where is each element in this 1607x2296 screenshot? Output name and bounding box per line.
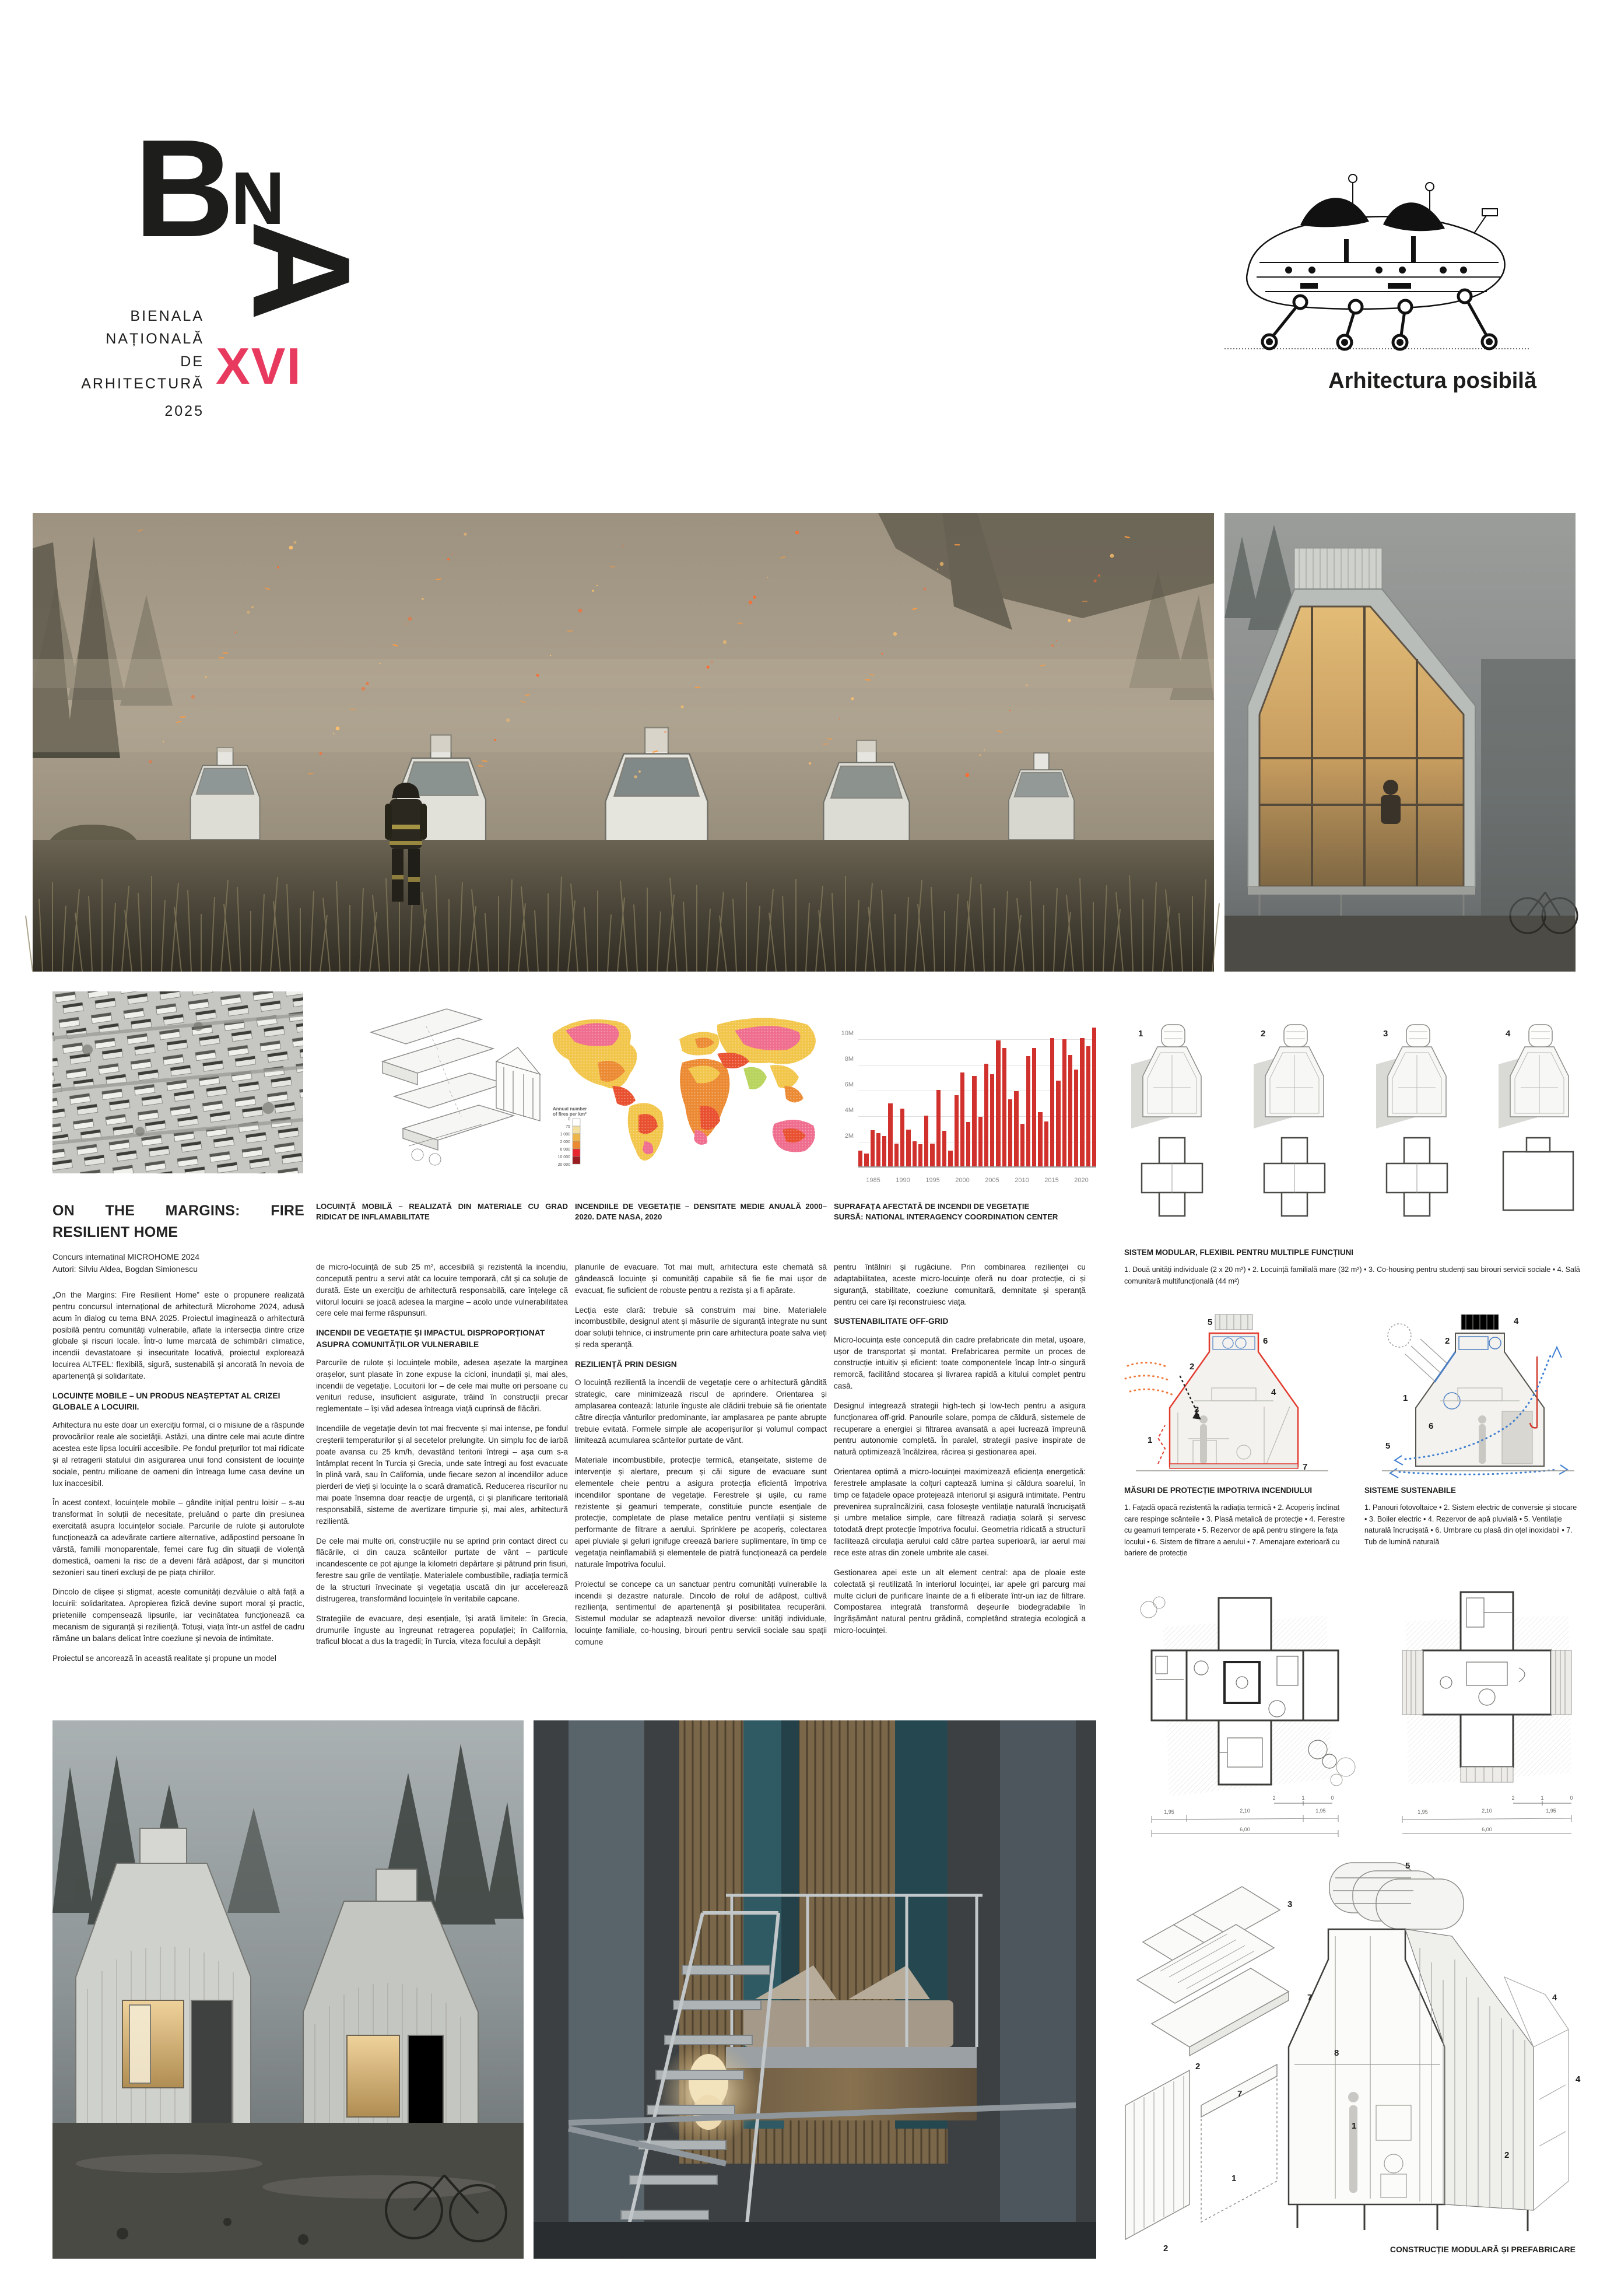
x-tick: 2015 bbox=[1044, 1177, 1059, 1184]
y-tick: 6M bbox=[844, 1081, 854, 1088]
figure-modular-variants bbox=[1102, 1012, 1598, 1222]
svg-text:7: 7 bbox=[1237, 2089, 1243, 2099]
section-heading: INCENDII DE VEGETAȚIE ȘI IMPACTUL DISPROPORȚIONAT ASUPRA COMUNITĂȚILOR VULNERABILE bbox=[316, 1328, 545, 1349]
caption-line: SUPRAFAȚA AFECTATĂ DE INCENDII DE VEGETAȚIE bbox=[834, 1202, 1030, 1211]
diagram-floor-plan-upper bbox=[1388, 1575, 1586, 1849]
bar bbox=[864, 1154, 868, 1168]
fire-measures-title: MĂSURI DE PROTECȚIE IMPOTRIVA INCENDIULUI bbox=[1124, 1486, 1313, 1495]
svg-text:1,95: 1,95 bbox=[1164, 1809, 1174, 1815]
paragraph: Dincolo de clișee și stigmat, aceste comunități dezvăluie o altă față a locuirii: solidaritatea. Apropierea fizică devine suport moral și practic, prieteniile compensează lipsurile, iar vecinătatea funcționează ca mecanism de siguranță și reziliență. Totuși, viața într-un astfel de cadru rămâne un balans delicat între coeziune și nevoia de intimitate. bbox=[52, 1587, 304, 1643]
bar bbox=[966, 1122, 970, 1168]
figure-caption-chart bbox=[834, 1201, 1086, 1223]
bar bbox=[955, 1095, 959, 1168]
photo-cabins-dusk bbox=[52, 1720, 524, 2259]
svg-text:6: 6 bbox=[1263, 1336, 1268, 1346]
paragraph: pentru întâlniri și rugăciune. Prin combinarea rezilienței cu adaptabilitatea, aceste micro-locuințe oferă nu doar protecție, ci și siguranță, stabilitate, coeziune comunitară, demnitate și speranță pentru cei care își reconstruiesc viața. bbox=[834, 1262, 1086, 1306]
section-heading: REZILIENȚĂ PRIN DESIGN bbox=[575, 1359, 677, 1369]
figure-aerial-trailer-park bbox=[52, 991, 303, 1173]
paragraph: Lecția este clară: trebuie să construim mai bine. Materialele incombustibile, designul atent și măsurile de siguranță integrate nu sunt doar soluții tehnice, ci instrumente prin care arhitectura poate salva vieți și reda speranță. bbox=[575, 1305, 827, 1349]
bna-logo bbox=[81, 111, 542, 446]
section-heading: LOCUINȚE MOBILE – UN PRODUS NEAȘTEPTAT AL CRIZEI GLOBALE A LOCUIRII. bbox=[52, 1391, 280, 1412]
svg-text:1,95: 1,95 bbox=[1315, 1808, 1326, 1814]
variant-number: 3 bbox=[1383, 1029, 1388, 1039]
paragraph: Proiectul se ancorează în această realitate și propune un model bbox=[52, 1653, 276, 1663]
figure-exploded-mobile-home bbox=[348, 991, 552, 1173]
bar bbox=[948, 1151, 952, 1168]
diagram-floor-plan-ground bbox=[1131, 1575, 1359, 1849]
figure-caption-mobile-home: LOCUINȚĂ MOBILĂ – REALIZATĂ DIN MATERIALE CU GRAD RIDICAT DE INFLAMABILITATE bbox=[316, 1202, 568, 1222]
variant-number: 2 bbox=[1261, 1029, 1266, 1039]
bar bbox=[1086, 1046, 1090, 1168]
y-tick: 2M bbox=[844, 1133, 854, 1140]
paragraph: Designul integrează strategii high-tech și low-tech pentru a asigura funcționarea off-grid. Panourile solare, pompa de căldură, sistemele de recuperare a energiei și filtrarea avansată a apei lucrează împreună pentru autonomie completă. În paralel, strategii pasive inspirate de natură optimizează încălzirea, răcirea și gestionarea apei. bbox=[834, 1401, 1086, 1457]
caption-line: SURSĂ: NATIONAL INTERAGENCY COORDINATION CENTER bbox=[834, 1212, 1058, 1222]
hero-photo-cabin-dusk bbox=[1224, 513, 1576, 972]
diagram-sustainable-section bbox=[1364, 1313, 1580, 1484]
paragraph: Proiectul se concepe ca un sanctuar pentru comunități vulnerabile la incendii și dezastre naturale. Dincolo de rolul de adăpost, cultivă reziliența, sentimentul de apartenență și posibilitatea recuperării. Sistemul modular se adaptează nevoilor diverse: unități individuale, locuințe familiale, co-housing, birouri pentru servicii sociale sau spații comune bbox=[575, 1579, 827, 1646]
svg-text:6,00: 6,00 bbox=[1240, 1827, 1250, 1832]
page-title: ON THE MARGINS: FIRE RESILIENT HOME bbox=[52, 1203, 304, 1240]
x-tick: 2010 bbox=[1015, 1177, 1029, 1184]
y-tick: 8M bbox=[844, 1056, 854, 1063]
bar bbox=[1038, 1112, 1042, 1168]
logo-line: BIENALA bbox=[130, 308, 204, 324]
svg-text:2,10: 2,10 bbox=[1240, 1808, 1250, 1814]
bar bbox=[858, 1151, 862, 1168]
bar bbox=[876, 1133, 880, 1168]
svg-text:Annual number: Annual number bbox=[553, 1106, 587, 1112]
paragraph: Strategiile de evacuare, deși esențiale, își arată limitele: în Grecia, drumurile înguste au îngreunat retragerea populației; în California, traficul blocat a dus la tragedii; în Turcia, viteza focului a depășit bbox=[316, 1614, 568, 1646]
svg-text:6,00: 6,00 bbox=[1482, 1827, 1492, 1832]
svg-text:1: 1 bbox=[1541, 1795, 1544, 1801]
svg-text:20 000: 20 000 bbox=[557, 1163, 570, 1167]
logo-line: ARHITECTURĂ bbox=[81, 376, 204, 392]
bar bbox=[888, 1103, 892, 1168]
svg-text:1,95: 1,95 bbox=[1546, 1808, 1556, 1814]
svg-text:1: 1 bbox=[1301, 1795, 1305, 1801]
bar bbox=[1050, 1038, 1054, 1168]
paragraph: O locuință rezilientă la incendii de vegetație cere o arhitectură gândită strategic, care minimizează riscul de aprindere. Orientarea și amplasarea contează: laturile înguste ale clădirii trebuie să fie orientate către direcția vânturilor predominante, iar amplasarea pe pante abrupte trebuie evitată. Formele simple ale acoperișurilor și volumul compact limitează acumularea scânteilor purtate de vânt. bbox=[575, 1378, 827, 1445]
paragraph: Gestionarea apei este un alt element central: apa de ploaie este colectată și reutilizată în interiorul locuinței, iar apele gri parcurg mai multe cicluri de purificare înainte de a fi eliberate într-un iaz de filtrare. Compostarea integrată transformă deșeurile biodegradabile în îngrășământ natural pentru grădină, completând strategia ecologică a micro-locuinței. bbox=[834, 1568, 1086, 1635]
bar bbox=[996, 1040, 1000, 1168]
sustainable-systems-title: SISTEME SUSTENABILE bbox=[1364, 1486, 1456, 1495]
logo-letter-b: B bbox=[134, 111, 231, 266]
svg-text:6 000: 6 000 bbox=[560, 1148, 570, 1152]
svg-text:2: 2 bbox=[1504, 2150, 1510, 2160]
figure-caption-map: INCENDIILE DE VEGETAȚIE – DENSITATE MEDIE ANUALĂ 2000–2020. DATE NASA, 2020 bbox=[575, 1202, 827, 1222]
bar bbox=[1032, 1048, 1036, 1168]
svg-text:1,95: 1,95 bbox=[1417, 1809, 1428, 1815]
svg-text:1: 1 bbox=[1403, 1393, 1408, 1403]
svg-text:1: 1 bbox=[1352, 2121, 1357, 2131]
variant-number: 1 bbox=[1138, 1029, 1143, 1039]
variant-number: 4 bbox=[1506, 1029, 1511, 1039]
svg-text:2,10: 2,10 bbox=[1482, 1808, 1492, 1814]
paragraph: planurile de evacuare. Tot mai mult, arhitectura este chemată să gândească locuințe și comunități capabile să fie fie mai ușor de evacuat, fie suficient de robuste pentru a rezista și a fi apărate. bbox=[575, 1262, 827, 1295]
logo-letter-n: N bbox=[231, 157, 285, 240]
logo-year: 2025 bbox=[164, 403, 204, 419]
svg-text:0: 0 bbox=[1331, 1795, 1334, 1801]
svg-text:5: 5 bbox=[1405, 1861, 1410, 1871]
diagram-fire-protection-section bbox=[1124, 1313, 1340, 1484]
svg-text:4: 4 bbox=[1271, 1387, 1276, 1397]
theme-motto: Arhitectura posibilă bbox=[1328, 369, 1536, 393]
svg-text:2: 2 bbox=[1445, 1336, 1450, 1346]
x-tick: 2000 bbox=[955, 1177, 970, 1184]
bar bbox=[936, 1090, 941, 1168]
svg-text:0: 0 bbox=[1570, 1795, 1573, 1801]
article-column-4 bbox=[834, 1201, 1086, 1645]
svg-text:5: 5 bbox=[1208, 1317, 1213, 1327]
competition-line: Concurs internatinal MICROHOME 2024 bbox=[52, 1252, 200, 1261]
x-tick: 2005 bbox=[985, 1177, 999, 1184]
paragraph: Micro-locuința este concepută din cadre prefabricate din metal, ușoare, ușor de transportat și montat. Prefabricarea permite un proces de construcție intuitiv și eficient: toate componentele încap într-o singură remorcă, facilitând stocarea și livrarea rapidă a kitului complet pentru casă. bbox=[834, 1335, 1086, 1391]
bar bbox=[871, 1130, 875, 1168]
bar bbox=[1008, 1099, 1012, 1168]
bar-plot-area bbox=[858, 1028, 1096, 1184]
paragraph: Parcurile de rulote și locuințele mobile, adesea așezate la marginea orașelor, sunt plasate în zone expuse la cicloni, inundații și, mai ales, incendii de vegetație. Locuitorii lor – de cele mai multe ori persoane cu venituri reduse, insuficient asigurate, trăind în construcții precar reglementate – își văd adesea întreaga viață cuprinsă de flăcări. bbox=[316, 1358, 568, 1414]
bar bbox=[924, 1116, 928, 1168]
paragraph: De cele mai multe ori, construcțiile nu se aprind prin contact direct cu flăcările, ci din cauza scânteilor purtate de vânt – particule incandescente ce pot ajunge la kilometri depărtare și pătrund prin fisuri, ferestre sau grile de ventilație. Materialele combustibile, radiația termică de la structuri învecinate și vegetația uscată din jur accelerează distrugerea, transformând locuințele în veritabile capcane. bbox=[316, 1536, 568, 1603]
svg-text:2: 2 bbox=[1190, 1362, 1195, 1372]
construction-caption: CONSTRUCȚIE MODULARĂ ȘI PREFABRICARE bbox=[1390, 2245, 1576, 2254]
x-tick: 2020 bbox=[1074, 1177, 1089, 1184]
section-heading: SUSTENABILITATE OFF-GRID bbox=[834, 1317, 949, 1326]
svg-text:2: 2 bbox=[1195, 2062, 1201, 2071]
article-column-1 bbox=[52, 1200, 304, 1672]
logo-line: DE bbox=[180, 353, 204, 370]
bar bbox=[1080, 1038, 1084, 1168]
bar bbox=[1026, 1056, 1030, 1168]
svg-text:of fires per km²: of fires per km² bbox=[553, 1112, 587, 1117]
bar bbox=[930, 1144, 934, 1168]
figure-world-fire-map bbox=[542, 998, 834, 1173]
bar bbox=[942, 1131, 946, 1168]
bar bbox=[1074, 1070, 1078, 1168]
x-tick: 1985 bbox=[866, 1177, 880, 1184]
bar bbox=[1056, 1081, 1060, 1168]
bar bbox=[1002, 1048, 1006, 1168]
svg-text:3: 3 bbox=[1194, 1405, 1199, 1415]
y-tick: 10M bbox=[841, 1030, 854, 1037]
svg-text:4: 4 bbox=[1552, 1993, 1557, 2003]
bar bbox=[990, 1074, 994, 1168]
logo-wordmark bbox=[57, 305, 204, 423]
bar bbox=[984, 1064, 988, 1168]
bar bbox=[972, 1076, 976, 1168]
svg-text:10 000: 10 000 bbox=[557, 1155, 570, 1159]
svg-text:2 000: 2 000 bbox=[560, 1140, 570, 1144]
bar bbox=[1044, 1121, 1048, 1168]
wildfire-area-bar-chart bbox=[834, 1022, 1096, 1197]
svg-text:4: 4 bbox=[1514, 1316, 1519, 1326]
paragraph: „On the Margins: Fire Resilient Home” este o propunere realizată pentru concursul internațional de arhitectură Microhome 2024, adusă acum în dialog cu tema BNA 2025. Proiectul imaginează o arhitectură posibilă pentru comunități vulnerabile, aflate la intersecția dintre crize globale și riscuri locale. Într-o lume marcată de schimbări climatice, incendii devastatoare și insecuritate locativă, proiectul explorează locuirea ALTFEL: flexibilă, sigură, sustenabilă și ancorată în nevoia de apartenență și solidaritate. bbox=[52, 1291, 304, 1380]
svg-text:6: 6 bbox=[1429, 1421, 1434, 1431]
bar bbox=[882, 1136, 886, 1168]
bar bbox=[900, 1109, 904, 1168]
bar bbox=[913, 1141, 917, 1168]
hero-photo-fire-camp bbox=[33, 513, 1214, 972]
svg-text:2: 2 bbox=[1163, 2244, 1169, 2253]
svg-text:0: 0 bbox=[568, 1117, 570, 1121]
bar bbox=[1020, 1124, 1024, 1168]
paragraph: În acest context, locuințele mobile – gândite inițial pentru loisir – s-au transformat în soluții de necesitate, preluând o parte din presiunea exercitată asupra locuințelor sociale. Parcurile de rulote și autorulote funcționează ca adevărate cartiere alternative, adăpostind persoane în vârstă, familii monoparentale, femei care fug din situații de violență domestică, oameni la risc de a deveni fără adăpost, dar și muncitori sezonieri sau tineri excluși de pe piața chiriilor. bbox=[52, 1498, 304, 1577]
photo-interior-loft bbox=[534, 1720, 1096, 2259]
fire-measures-list: 1. Fațadă opacă rezistentă la radiația termică • 2. Acoperiș înclinat care respinge scânteile • 3. Plasă metalică de protecție • 4. Ferestre cu geamuri temperate • 5. Rezervor de apă pentru stingere la fața locului • 6. Sistem de filtrare a aerului • 7. Amenajare exterioară cu bariere de protecție bbox=[1124, 1503, 1345, 1558]
paragraph: Materiale incombustibile, protecție termică, etanșeitate, sisteme de intervenție și alertare, precum și căi sigure de evacuare sunt elementele cheie pentru a asigura protecția eficientă împotriva incendiilor spontane de vegetație. Ferestrele și ușile, cu rame rezistente și geamuri temperate, constituie puncte esențiale de protecție, completate de plase metalice pentru ventilații și sisteme performante de filtrare a aerului. Sprinklere pe acoperiș, colectarea apei pluviale și geluri ignifuge creează bariere suplimentare, în timp ce vegetația neinflamabilă și elementele de piatră funcționează ca perdele naturale împotriva focului. bbox=[575, 1456, 827, 1569]
article-column-2 bbox=[316, 1201, 568, 1656]
paragraph: de micro-locuință de sub 25 m², accesibilă și rezistentă la incendiu, concepută pentru a servi atât ca locuire temporară, cât și ca soluție de durată. Este un exercițiu de arhitectură responsabilă, care înțelege că viitorul locuirii se joacă adesea la margine – acolo unde vulnerabilitatea cere cele mai ferme răspunsuri. bbox=[316, 1262, 568, 1318]
svg-text:1: 1 bbox=[1148, 1435, 1153, 1445]
svg-text:75: 75 bbox=[566, 1125, 570, 1129]
modular-system-title: SISTEM MODULAR, FLEXIBIL PENTRU MULTIPLE FUNCȚIUNI bbox=[1124, 1248, 1354, 1257]
x-tick: 1995 bbox=[925, 1177, 940, 1184]
svg-text:2: 2 bbox=[1511, 1795, 1515, 1801]
paragraph: Incendiile de vegetație devin tot mai frecvente și mai intense, pe fondul creșterii temperaturilor și al secetelor prelungite. Un simplu foc de iarbă poate avansa cu 25 km/h, devastând teritorii întregi – așa cum s-a întâmplat recent în Turcia și Grecia, unde sate întregi au fost evacuate în plină vară, sau în California, unde fiecare sezon al incendiilor aduce pierderi de vieți și locuințe la o scară dramatică. Reducerea riscurilor nu mai poate însemna doar reacție de urgență, ci și planificare teritorială responsabilă, sisteme de avertizare timpurie și, mai ales, arhitectură rezilientă. bbox=[316, 1424, 568, 1526]
bar bbox=[894, 1144, 899, 1168]
bar bbox=[1092, 1028, 1096, 1168]
edition-number: XVI bbox=[216, 337, 302, 395]
bar bbox=[960, 1072, 964, 1168]
svg-text:1 000: 1 000 bbox=[560, 1133, 570, 1137]
logo-line: NAȚIONALĂ bbox=[106, 330, 204, 347]
bar bbox=[918, 1144, 922, 1168]
bar bbox=[1062, 1039, 1066, 1168]
bar bbox=[1014, 1091, 1018, 1168]
svg-text:7: 7 bbox=[1307, 1993, 1313, 2003]
svg-text:5: 5 bbox=[1385, 1441, 1391, 1451]
modular-system-list: 1. Două unități individuale (2 x 20 m²) • 2. Locuință familială mare (32 m²) • 3. Co-housing pentru studenți sau birouri servicii sociale • 4. Sală comunitară multifuncțională (44 m²) bbox=[1124, 1266, 1580, 1285]
svg-text:8: 8 bbox=[1334, 2048, 1339, 2058]
svg-text:7: 7 bbox=[1303, 1462, 1308, 1472]
svg-text:4: 4 bbox=[1576, 2074, 1581, 2084]
bar bbox=[1068, 1055, 1072, 1168]
paragraph: Arhitectura nu este doar un exercițiu formal, ci o misiune de a răspunde provocărilor reale ale societății. Astăzi, una dintre cele mai acute dintre acestea este lipsa locuirii accesibile. Pe fondul prețurilor tot mai ridicate și al retragerii statului din asigurarea unui fond consistent de locuințe sociale, pentru milioane de oameni din întreaga lume casa devine un lux inaccesibil. bbox=[52, 1421, 304, 1488]
svg-text:3: 3 bbox=[1287, 1899, 1293, 1909]
paragraph: Orientarea optimă a micro-locuinței maximizează eficiența energetică: ferestrele amplasate la colțuri captează lumina și căldura soarelui, în timp ce fațadele opace protejează interiorul și asigură intimitate. Pentru prevenirea supraîncălzirii, casa folosește ventilație naturală încrucișată și umbre metalice simple, care filtrează radiația solară și servesc totodată drept protecție împotriva focului. Geometria ridicată a structurii facilitează circulația aerului cald către partea superioară, iar aerul mai rece este atras din zonele umbrite ale casei. bbox=[834, 1467, 1086, 1557]
sustainable-systems-list: 1. Panouri fotovoltaice • 2. Sistem electric de conversie și stocare • 3. Boiler electric • 4. Rezervor de apă pluvială • 5. Ventilație naturală încrucișată • 6. Umbrare cu plasă din oțel inoxidabil • 7. Tub de lumină naturală bbox=[1364, 1503, 1577, 1546]
walking-city-illustration bbox=[1213, 169, 1539, 367]
bar bbox=[978, 1117, 983, 1168]
y-tick: 4M bbox=[844, 1107, 854, 1114]
x-tick: 1990 bbox=[896, 1177, 910, 1184]
bar bbox=[906, 1130, 910, 1168]
svg-text:2: 2 bbox=[1272, 1795, 1276, 1801]
article-column-3 bbox=[575, 1201, 827, 1656]
authors-line: Autori: Silviu Aldea, Bogdan Simionescu bbox=[52, 1264, 198, 1274]
logo-letter-a: A bbox=[223, 220, 378, 321]
svg-text:1: 1 bbox=[1231, 2174, 1237, 2183]
bars bbox=[858, 1028, 1096, 1168]
